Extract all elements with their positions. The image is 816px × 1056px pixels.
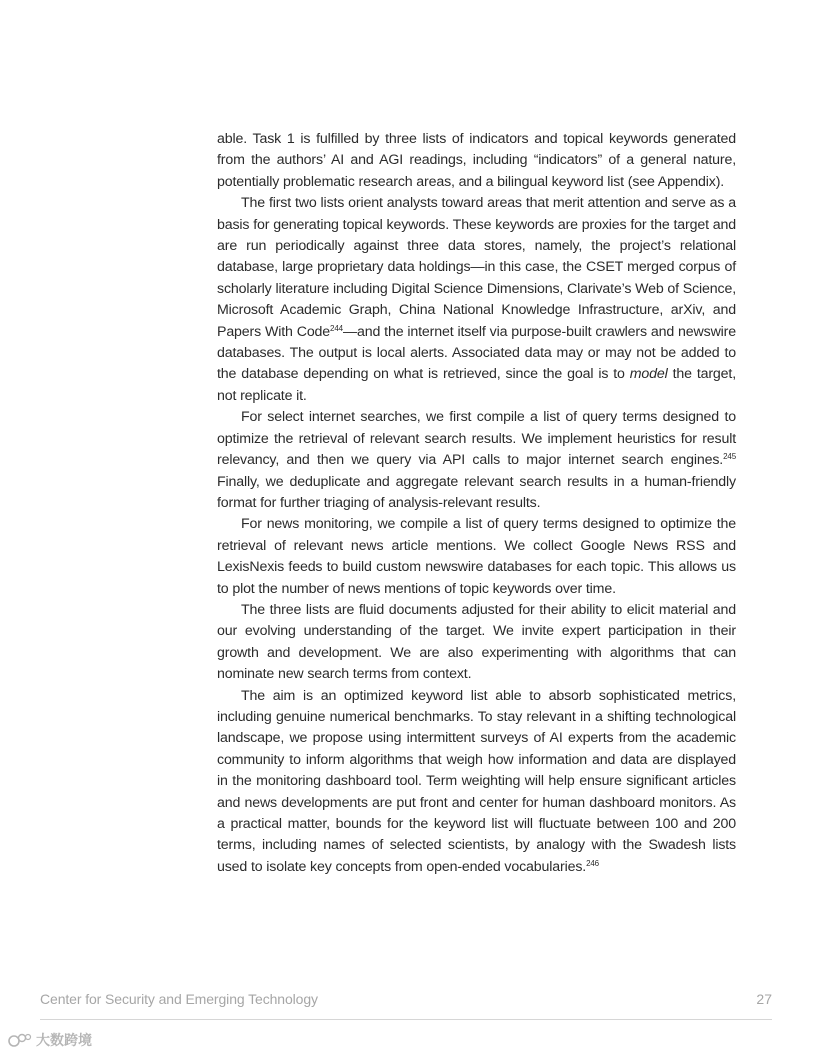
page-number: 27 xyxy=(756,991,772,1007)
emphasis-model: model xyxy=(629,366,668,383)
watermark-logo-icon xyxy=(8,1032,32,1048)
paragraph-5-text: The three lists are fluid documents adjusted for their ability to elicit material and our evolving understanding of the target. We invite expert participation in their growth and development. We are also experimenting with algorithms that can nominate new search terms from context. xyxy=(217,601,736,683)
paragraph-1 xyxy=(217,129,736,193)
paragraph-2-text-c: the target, not replicate it. xyxy=(217,366,736,404)
paragraph-4-text: For news monitoring, we compile a list of query terms designed to optimize the retrieval of relevant news article mentions. We collect Google News RSS and LexisNexis feeds to build custom newswire databases for each topic. This allows us to plot the number of news mentions of topic keywords over time. xyxy=(217,516,736,597)
footnote-ref-245[interactable]: 245 xyxy=(723,452,736,462)
paragraph-6-text: The aim is an optimized keyword list able to absorb sophisticated metrics, including genuine numerical benchmarks. To stay relevant in a shifting technological landscape, we propose using intermittent surveys of AI experts from the academic community to inform algorithms that weigh how information and data are displayed in the monitoring dashboard tool. Term weighting will help ensure significant articles and news developments are put front and center for human dashboard monitors. As a practical matter, bounds for the keyword list will fluctuate between 100 and 200 terms, including names of selected scientists, by analogy with the Swadesh lists used to isolate key concepts from open-ended vocabularies. xyxy=(217,687,736,875)
watermark-text: 大数跨境 xyxy=(36,1033,92,1049)
footer-divider xyxy=(40,1019,772,1020)
paragraph-6 xyxy=(217,686,736,879)
watermark xyxy=(8,1030,92,1050)
footer-organization: Center for Security and Emerging Technology xyxy=(40,991,318,1007)
paragraph-3-text-a: For select internet searches, we first compile a list of query terms designed to optimize the retrieval of relevant search results. We implement heuristics for result relevancy, and then we query via API calls to major internet search engines. xyxy=(217,409,736,469)
paragraph-4 xyxy=(217,514,736,600)
paragraph-3-text-b: Finally, we deduplicate and aggregate relevant search results in a human-friendly format for further triaging of analysis-relevant results. xyxy=(217,473,736,511)
paragraph-5 xyxy=(217,600,736,686)
paragraph-1-text: able. Task 1 is fulfilled by three lists of indicators and topical keywords generated from the authors’ AI and AGI readings, including “indicators” of a general nature, potentially problematic research areas, and a bilingual keyword list (see Appendix). xyxy=(217,131,736,190)
footnote-ref-244[interactable]: 244 xyxy=(330,323,343,333)
paragraph-2-text-b: —and the internet itself via purpose-built crawlers and newswire databases. The output is local alerts. Associated data may or may not be added to the database depending on what is retrieved, since the goal is to xyxy=(217,323,736,383)
paragraph-2 xyxy=(217,193,736,407)
paragraph-2-text-a: The first two lists orient analysts toward areas that merit attention and serve as a basis for generating topical keywords. These keywords are proxies for the target and are run periodically against three data stores, namely, the project’s relational database, large proprietary data holdings—in this case, the CSET merged corpus of scholarly literature including Digital Science Dimensions, Clarivate’s Web of Science, Microsoft Academic Graph, China National Knowledge Infrastructure, arXiv, and Papers With Code xyxy=(217,195,736,340)
footnote-ref-246[interactable]: 246 xyxy=(586,858,599,868)
body-text xyxy=(217,129,736,878)
paragraph-3 xyxy=(217,407,736,514)
